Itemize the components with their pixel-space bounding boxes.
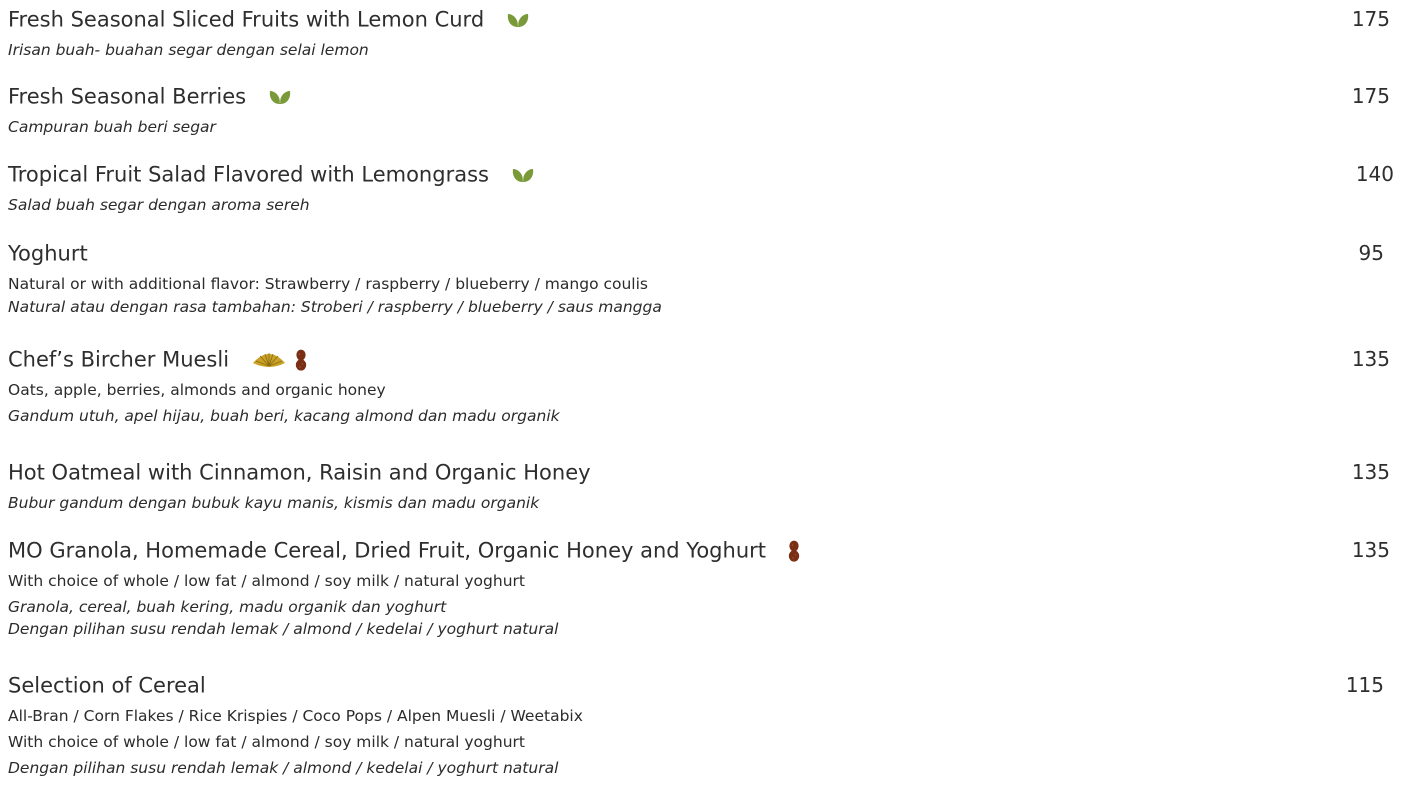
menu-item-title: Tropical Fruit Salad Flavored with Lemongrass: [8, 162, 489, 187]
menu-item-price: 135: [1351, 347, 1390, 371]
peanut-icon: [295, 349, 307, 371]
peanut-icon: [788, 540, 800, 562]
menu-item-description: With choice of whole / low fat / almond / soy milk / natural yoghurt: [8, 572, 525, 590]
dietary-icons: [788, 540, 808, 562]
leaf-icon: [268, 89, 292, 105]
dietary-icons: [268, 86, 300, 108]
leaf-icon: [511, 167, 535, 183]
menu-item: [8, 158, 1410, 216]
menu-item-title: Chef’s Bircher Muesli: [8, 347, 230, 372]
dietary-icons: [251, 349, 315, 371]
menu-item-translation: Dengan pilihan susu rendah lemak / almond / kedelai / yoghurt natural: [8, 759, 559, 777]
menu-item-title: MO Granola, Homemade Cereal, Dried Fruit, Organic Honey and Yoghurt: [8, 538, 766, 563]
menu-item-title: Hot Oatmeal with Cinnamon, Raisin and Organic Honey: [8, 460, 591, 485]
menu-item-description: Oats, apple, berries, almonds and organic honey: [8, 381, 386, 399]
menu-item-title: Fresh Seasonal Berries: [8, 84, 247, 109]
menu-item-header: [8, 158, 1410, 190]
menu-item: [8, 669, 1410, 779]
menu-item-title: Yoghurt: [8, 241, 88, 266]
dietary-icons: [506, 9, 538, 31]
menu-item-title: Selection of Cereal: [8, 673, 206, 698]
menu-item-price: 95: [1358, 241, 1384, 265]
menu-item: [8, 3, 1410, 61]
menu-item-translation: Campuran buah beri segar: [8, 118, 216, 136]
menu-item-translation: Bubur gandum dengan bubuk kayu manis, kismis dan madu organik: [8, 494, 540, 512]
menu-item-description: With choice of whole / low fat / almond / soy milk / natural yoghurt: [8, 733, 525, 751]
menu-item-header: [8, 343, 1410, 375]
menu-item: [8, 343, 1410, 427]
menu-item-header: [8, 669, 1410, 701]
menu-item-translation: Gandum utuh, apel hijau, buah beri, kacang almond dan madu organik: [8, 407, 560, 425]
menu-item: [8, 80, 1410, 138]
dietary-icons: [511, 164, 543, 186]
menu-item: [8, 534, 1410, 640]
menu-item-translation: Salad buah segar dengan aroma sereh: [8, 196, 310, 214]
menu-item-price: 175: [1351, 84, 1390, 108]
menu-item-translation: Irisan buah- buahan segar dengan selai lemon: [8, 41, 369, 59]
menu-item-description: All-Bran / Corn Flakes / Rice Krispies / Coco Pops / Alpen Muesli / Weetabix: [8, 707, 583, 725]
menu-item: [8, 456, 1410, 514]
menu-item-description: Natural or with additional flavor: Strawberry / raspberry / blueberry / mango coulis: [8, 275, 648, 293]
menu-item-price: 115: [1345, 673, 1384, 697]
menu-item-price: 135: [1351, 460, 1390, 484]
leaf-icon: [506, 12, 530, 28]
menu-item-price: 140: [1355, 162, 1394, 186]
menu-item-translation: Granola, cereal, buah kering, madu organik dan yoghurt: [8, 598, 447, 616]
menu-item-title: Fresh Seasonal Sliced Fruits with Lemon Curd: [8, 7, 485, 32]
menu-item-header: [8, 80, 1410, 112]
menu-item: [8, 237, 1410, 318]
menu-item-price: 175: [1351, 7, 1390, 31]
menu-item-translation: Natural atau dengan rasa tambahan: Stroberi / raspberry / blueberry / saus mangga: [8, 298, 662, 316]
menu-item-header: [8, 237, 1410, 269]
menu-item-header: [8, 534, 1410, 566]
menu-item-header: [8, 456, 1410, 488]
menu-item-price: 135: [1351, 538, 1390, 562]
fan-icon: [251, 351, 287, 369]
menu-item-translation: Dengan pilihan susu rendah lemak / almond / kedelai / yoghurt natural: [8, 620, 559, 638]
menu-item-header: [8, 3, 1410, 35]
